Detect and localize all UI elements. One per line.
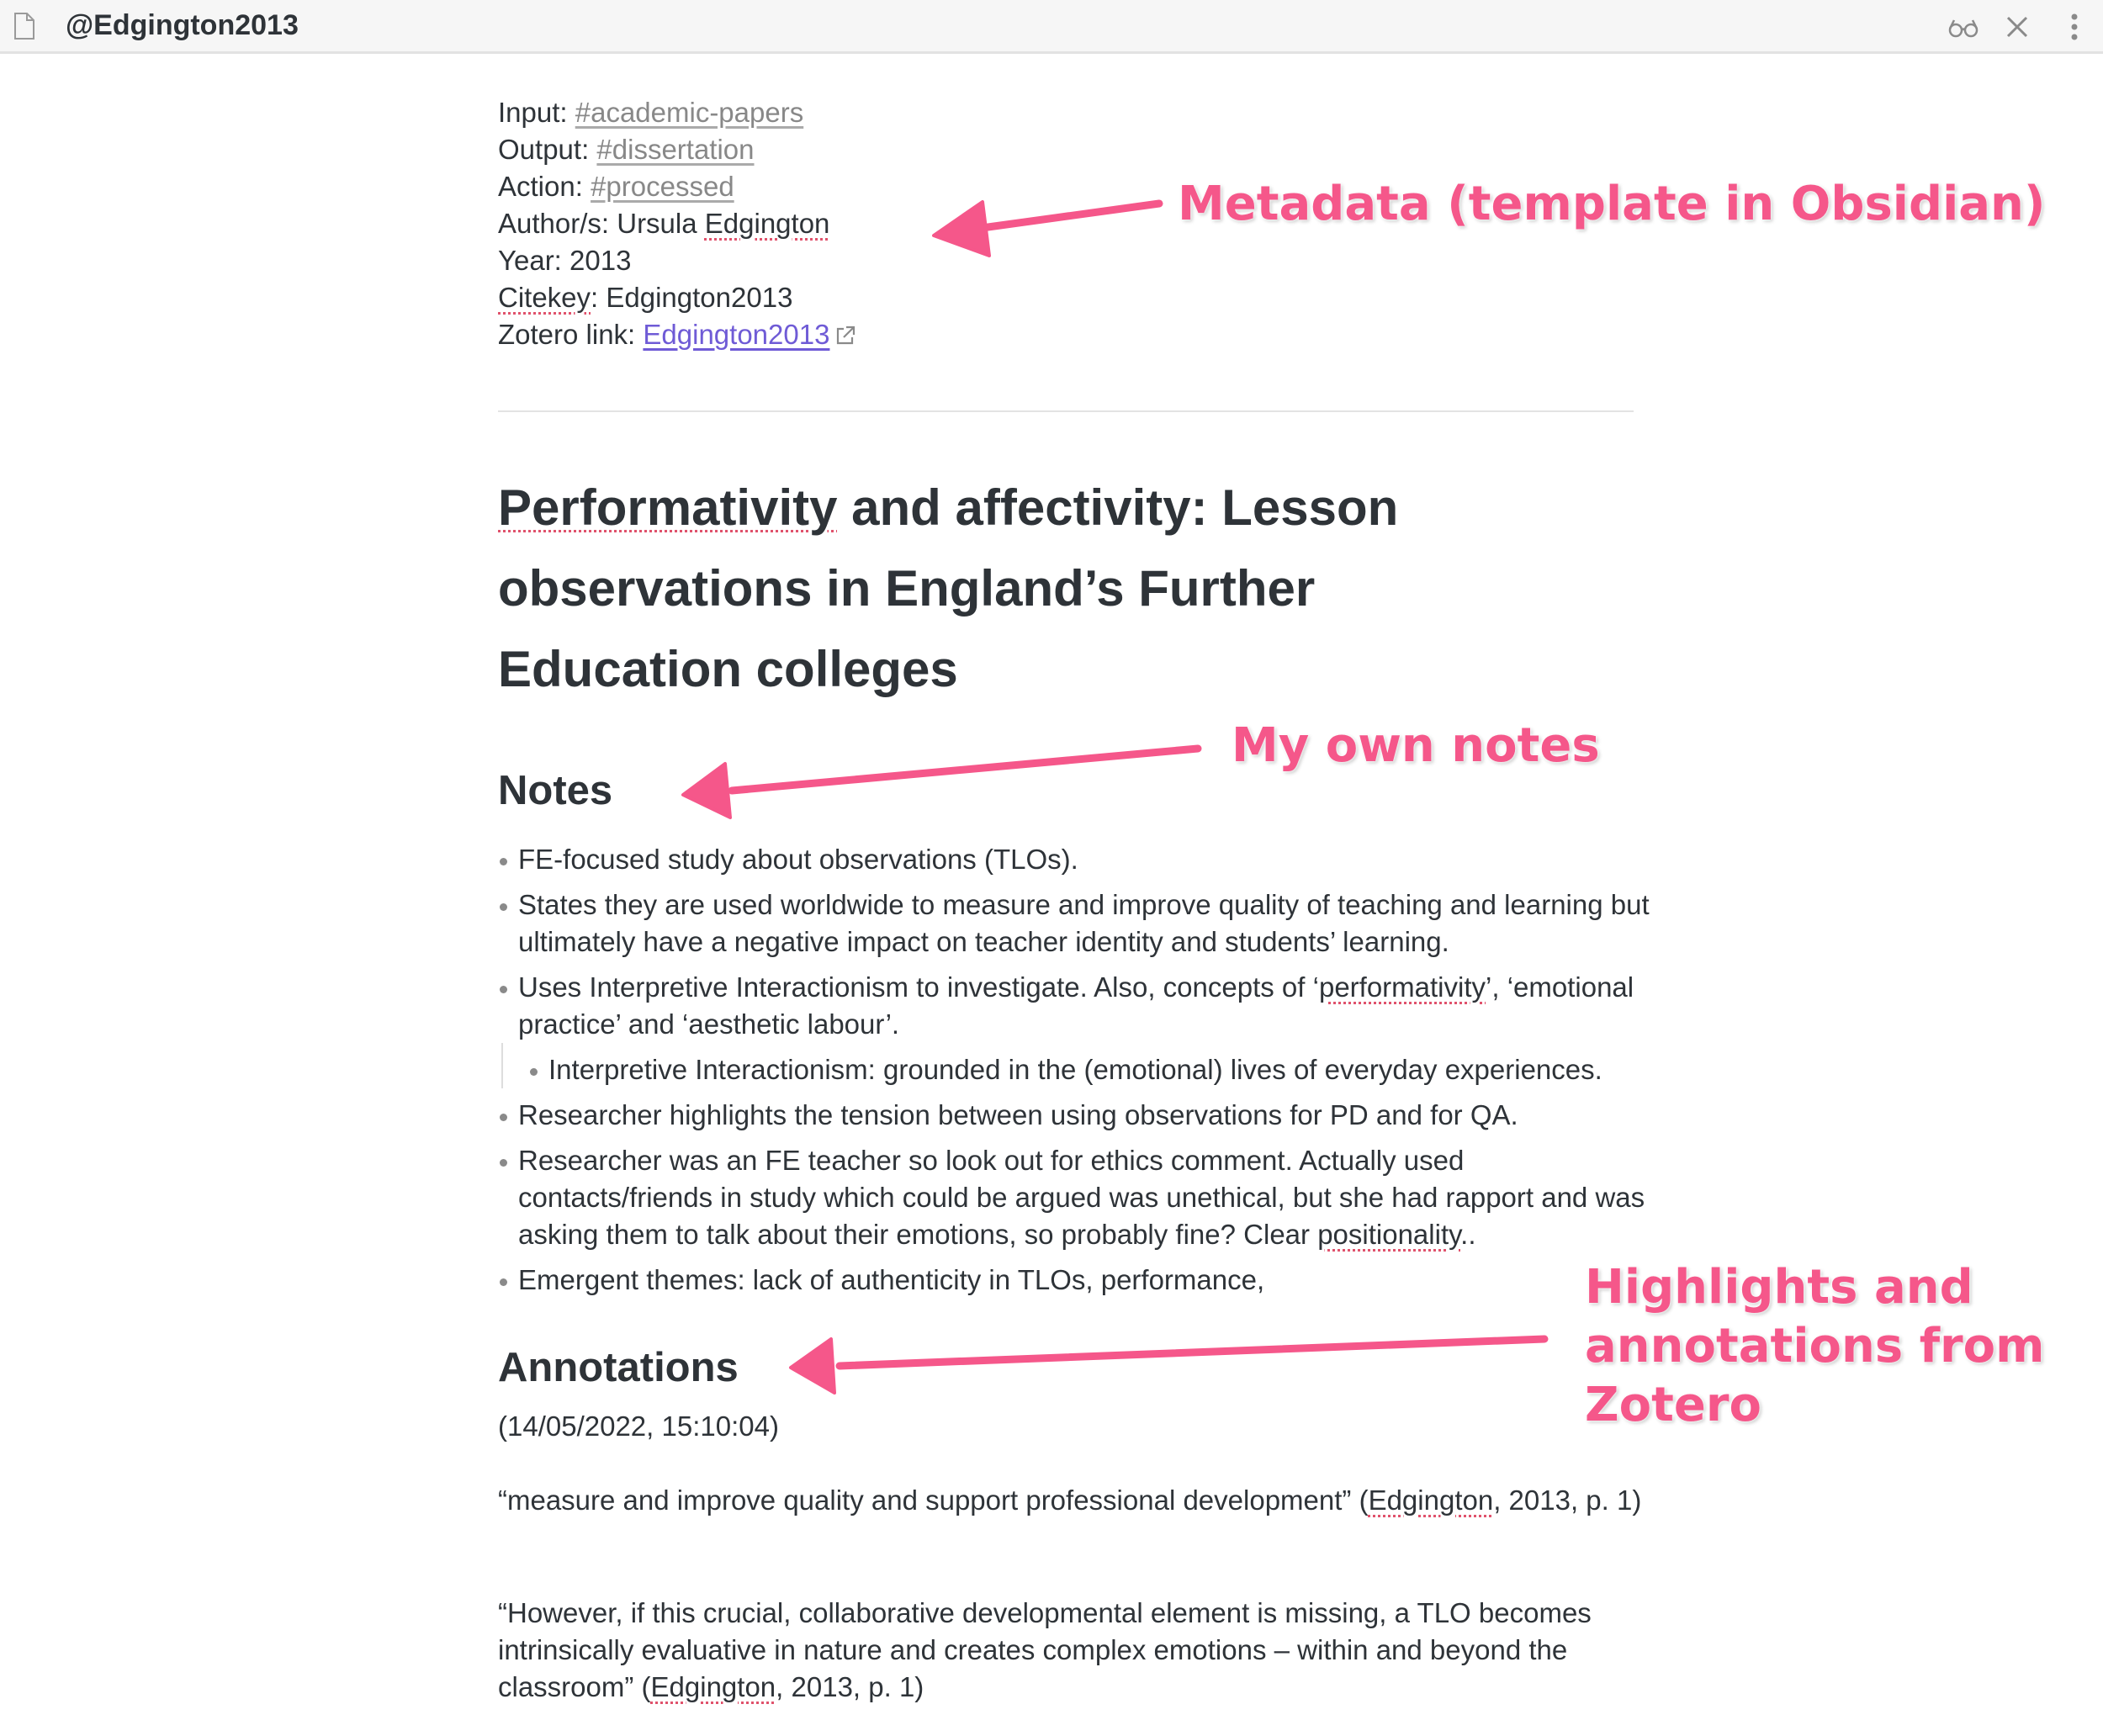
meta-action-label: Action:	[498, 171, 591, 202]
bullet-dot	[500, 858, 507, 865]
arrowhead-highlights	[791, 1339, 834, 1393]
arrow-notes	[732, 749, 1198, 791]
callout-highlights-line-1: Highlights and	[1585, 1260, 1973, 1315]
list-item-text: Emergent themes: lack of authenticity in TLOs, performance,	[518, 1264, 1265, 1295]
zotero-link[interactable]: Edgington2013	[643, 319, 830, 350]
list-item-text: Researcher highlights the tension between using observations for PD and for QA.	[518, 1099, 1518, 1130]
arrow-highlights	[840, 1339, 1544, 1366]
title-line-1-rest: and affectivity: Lesson	[837, 479, 1399, 536]
list-item	[498, 1262, 1650, 1299]
tab-header	[0, 0, 2103, 54]
meta-citekey-label: Citekey	[498, 282, 591, 313]
meta-author-label: Author/s:	[498, 208, 617, 239]
spell-edgington: Edgington	[650, 1671, 776, 1702]
list-item-text: Uses Interpretive Interactionism to investigate. Also, concepts of ‘performativity’, ‘emotional practice’ and ‘aesthetic labour’.	[518, 971, 1634, 1040]
meta-input	[498, 94, 1634, 131]
list-item-text: Researcher was an FE teacher so look out for ethics comment. Actually used contacts/friends in study which could be argued was unethical, but she had rapport and was asking them to talk about their emotions, so probably fine? Clear positionality..	[518, 1145, 1645, 1250]
meta-citekey-value: : Edgington2013	[591, 282, 793, 313]
list-item	[498, 969, 1650, 1043]
callout-highlights	[1585, 1258, 2045, 1435]
bullet-dot	[500, 1114, 507, 1121]
callout-notes: My own notes	[1232, 718, 1600, 773]
list-item	[498, 887, 1650, 961]
tag-dissertation[interactable]: #dissertation	[596, 134, 755, 165]
callout-highlights-line-2: annotations from	[1585, 1319, 2045, 1373]
indent-guide	[501, 1043, 503, 1088]
spell-positionality: positionality	[1317, 1219, 1461, 1250]
file-icon	[13, 12, 35, 40]
annotation-timestamp: (14/05/2022, 15:10:04)	[498, 1410, 779, 1442]
list-item-text: FE-focused study about observations (TLOs).	[518, 844, 1078, 875]
annotations-heading: Annotations	[498, 1345, 739, 1390]
bullet-dot	[500, 903, 507, 911]
spell-edgington: Edgington	[1368, 1485, 1494, 1516]
meta-author-first: Ursula	[617, 208, 705, 239]
tab-title[interactable]: @Edgington2013	[66, 9, 299, 41]
meta-zotero	[498, 316, 1634, 353]
meta-year: Year: 2013	[498, 245, 632, 276]
meta-input-label: Input:	[498, 97, 575, 128]
document-title	[498, 468, 1592, 710]
callout-highlights-line-3: Zotero	[1585, 1378, 1761, 1432]
list-item-text: States they are used worldwide to measure and improve quality of teaching and learning but ultimately have a negative impact on teacher identity and students’ learning.	[518, 889, 1650, 957]
more-options-icon[interactable]	[2058, 10, 2091, 44]
meta-output-label: Output:	[498, 134, 597, 165]
list-item	[498, 841, 1650, 878]
annotation-quote: “However, if this crucial, collaborative developmental element is missing, a TLO becomes intrinsically evaluative in nature and creates complex emotions – within and beyond the classroom” (Edgington, 2013, p. 1)	[498, 1597, 1592, 1702]
list-item	[498, 1142, 1650, 1253]
spell-performativity: performativity	[1318, 971, 1486, 1003]
bullet-dot	[500, 1159, 507, 1167]
meta-author-last: Edgington	[704, 208, 830, 239]
meta-zotero-label: Zotero link:	[498, 319, 644, 350]
bullet-dot	[530, 1068, 538, 1076]
list-item-nested	[528, 1051, 1655, 1088]
close-icon[interactable]	[2000, 10, 2034, 44]
tag-academic-papers[interactable]: #academic-papers	[575, 97, 804, 128]
tag-processed[interactable]: #processed	[591, 171, 734, 202]
title-line-3: Education colleges	[498, 641, 958, 697]
title-word-performativity: Performativity	[498, 479, 838, 536]
bullet-dot	[500, 1278, 507, 1286]
annotation-quote: “measure and improve quality and support professional development” (Edgington, 2013, p. 1)	[498, 1485, 1642, 1516]
external-link-icon[interactable]	[834, 319, 856, 341]
arrowhead-notes	[683, 764, 730, 818]
notes-heading: Notes	[498, 768, 613, 813]
meta-output	[498, 131, 1634, 168]
glasses-icon[interactable]	[1947, 10, 1980, 44]
title-line-2: observations in England’s Further	[498, 560, 1316, 617]
bullet-dot	[500, 986, 507, 993]
list-item-text: Interpretive Interactionism: grounded in the (emotional) lives of everyday experiences.	[548, 1054, 1602, 1085]
meta-citekey	[498, 279, 1634, 316]
callout-metadata: Metadata (template in Obsidian)	[1178, 177, 2046, 231]
horizontal-rule	[498, 410, 1634, 412]
list-item	[498, 1097, 1650, 1134]
